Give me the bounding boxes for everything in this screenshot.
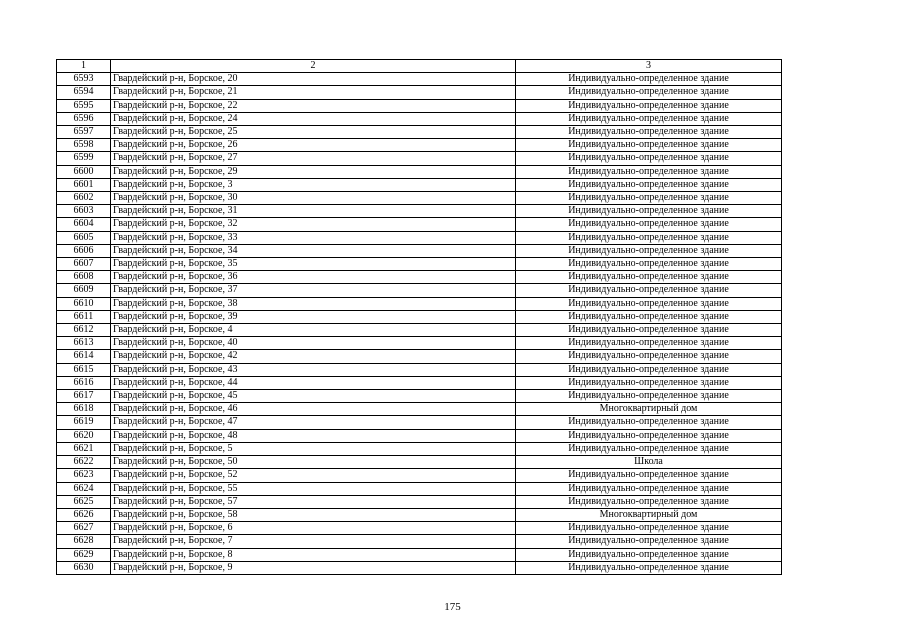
row-address: Гвардейский р-н, Борское, 26 [111, 139, 516, 152]
row-number: 6613 [57, 337, 111, 350]
table-row [57, 231, 782, 244]
row-number: 6624 [57, 482, 111, 495]
row-object-type: Индивидуально-определенное здание [516, 495, 782, 508]
row-number: 6598 [57, 139, 111, 152]
row-address: Гвардейский р-н, Борское, 47 [111, 416, 516, 429]
row-number: 6625 [57, 495, 111, 508]
row-number: 6602 [57, 192, 111, 205]
row-number: 6619 [57, 416, 111, 429]
table-row [57, 337, 782, 350]
row-number: 6593 [57, 73, 111, 86]
row-number: 6620 [57, 429, 111, 442]
row-object-type: Индивидуально-определенное здание [516, 310, 782, 323]
table-row [57, 192, 782, 205]
table-row [57, 258, 782, 271]
row-object-type: Индивидуально-определенное здание [516, 152, 782, 165]
row-address: Гвардейский р-н, Борское, 46 [111, 403, 516, 416]
row-object-type: Индивидуально-определенное здание [516, 376, 782, 389]
row-address: Гвардейский р-н, Борское, 48 [111, 429, 516, 442]
row-address: Гвардейский р-н, Борское, 31 [111, 205, 516, 218]
row-object-type: Индивидуально-определенное здание [516, 337, 782, 350]
table-row [57, 456, 782, 469]
row-number: 6607 [57, 258, 111, 271]
row-number: 6615 [57, 363, 111, 376]
row-number: 6597 [57, 126, 111, 139]
row-number: 6596 [57, 112, 111, 125]
table-row [57, 218, 782, 231]
row-number: 6605 [57, 231, 111, 244]
table-row [57, 112, 782, 125]
row-number: 6609 [57, 284, 111, 297]
table-row [57, 99, 782, 112]
row-address: Гвардейский р-н, Борское, 57 [111, 495, 516, 508]
table-row [57, 73, 782, 86]
row-address: Гвардейский р-н, Борское, 38 [111, 297, 516, 310]
row-object-type: Индивидуально-определенное здание [516, 482, 782, 495]
row-object-type: Индивидуально-определенное здание [516, 126, 782, 139]
table-row [57, 482, 782, 495]
row-object-type: Индивидуально-определенное здание [516, 178, 782, 191]
row-address: Гвардейский р-н, Борское, 9 [111, 561, 516, 574]
row-address: Гвардейский р-н, Борское, 29 [111, 165, 516, 178]
row-object-type: Индивидуально-определенное здание [516, 522, 782, 535]
table-row [57, 522, 782, 535]
row-address: Гвардейский р-н, Борское, 32 [111, 218, 516, 231]
row-number: 6622 [57, 456, 111, 469]
row-object-type: Индивидуально-определенное здание [516, 324, 782, 337]
row-address: Гвардейский р-н, Борское, 5 [111, 442, 516, 455]
table-row [57, 416, 782, 429]
table-row [57, 284, 782, 297]
table-row [57, 165, 782, 178]
row-object-type: Индивидуально-определенное здание [516, 350, 782, 363]
row-number: 6610 [57, 297, 111, 310]
row-number: 6612 [57, 324, 111, 337]
row-number: 6628 [57, 535, 111, 548]
table-row [57, 324, 782, 337]
table-row [57, 429, 782, 442]
row-object-type: Индивидуально-определенное здание [516, 271, 782, 284]
row-address: Гвардейский р-н, Борское, 58 [111, 508, 516, 521]
table-row [57, 508, 782, 521]
row-address: Гвардейский р-н, Борское, 39 [111, 310, 516, 323]
row-number: 6629 [57, 548, 111, 561]
table-row [57, 205, 782, 218]
row-number: 6599 [57, 152, 111, 165]
table-row [57, 442, 782, 455]
row-number: 6611 [57, 310, 111, 323]
table-body [57, 60, 782, 575]
table-row [57, 376, 782, 389]
table-row [57, 390, 782, 403]
row-address: Гвардейский р-н, Борское, 4 [111, 324, 516, 337]
table-row [57, 244, 782, 257]
table-row [57, 126, 782, 139]
row-number: 6606 [57, 244, 111, 257]
table-row [57, 403, 782, 416]
row-number: 6608 [57, 271, 111, 284]
row-address: Гвардейский р-н, Борское, 22 [111, 99, 516, 112]
row-number: 6604 [57, 218, 111, 231]
table-row [57, 363, 782, 376]
row-object-type: Индивидуально-определенное здание [516, 112, 782, 125]
row-address: Гвардейский р-н, Борское, 43 [111, 363, 516, 376]
row-address: Гвардейский р-н, Борское, 36 [111, 271, 516, 284]
row-address: Гвардейский р-н, Борское, 34 [111, 244, 516, 257]
row-object-type: Индивидуально-определенное здание [516, 139, 782, 152]
row-object-type: Индивидуально-определенное здание [516, 244, 782, 257]
row-object-type: Индивидуально-определенное здание [516, 429, 782, 442]
row-number: 6595 [57, 99, 111, 112]
row-object-type: Индивидуально-определенное здание [516, 284, 782, 297]
row-address: Гвардейский р-н, Борское, 44 [111, 376, 516, 389]
row-address: Гвардейский р-н, Борское, 50 [111, 456, 516, 469]
row-address: Гвардейский р-н, Борское, 45 [111, 390, 516, 403]
row-object-type: Индивидуально-определенное здание [516, 165, 782, 178]
row-object-type: Индивидуально-определенное здание [516, 390, 782, 403]
row-address: Гвардейский р-н, Борское, 25 [111, 126, 516, 139]
page-number: 175 [444, 601, 461, 613]
row-address: Гвардейский р-н, Борское, 20 [111, 73, 516, 86]
table-header-row [57, 60, 782, 73]
row-address: Гвардейский р-н, Борское, 37 [111, 284, 516, 297]
table-row [57, 178, 782, 191]
row-number: 6600 [57, 165, 111, 178]
row-object-type: Индивидуально-определенное здание [516, 218, 782, 231]
row-object-type: Индивидуально-определенное здание [516, 469, 782, 482]
row-object-type: Школа [516, 456, 782, 469]
row-object-type: Индивидуально-определенное здание [516, 548, 782, 561]
row-number: 6621 [57, 442, 111, 455]
table-row [57, 350, 782, 363]
row-object-type: Индивидуально-определенное здание [516, 205, 782, 218]
property-register-table [56, 59, 782, 575]
table-row [57, 310, 782, 323]
table-row [57, 548, 782, 561]
row-address: Гвардейский р-н, Борское, 8 [111, 548, 516, 561]
row-address: Гвардейский р-н, Борское, 40 [111, 337, 516, 350]
row-number: 6630 [57, 561, 111, 574]
table-row [57, 297, 782, 310]
row-address: Гвардейский р-н, Борское, 42 [111, 350, 516, 363]
row-address: Гвардейский р-н, Борское, 6 [111, 522, 516, 535]
row-object-type: Индивидуально-определенное здание [516, 561, 782, 574]
row-number: 6614 [57, 350, 111, 363]
row-number: 6616 [57, 376, 111, 389]
row-number: 6601 [57, 178, 111, 191]
row-address: Гвардейский р-н, Борское, 55 [111, 482, 516, 495]
row-number: 6618 [57, 403, 111, 416]
column-header-2: 2 [111, 60, 516, 73]
table-row [57, 152, 782, 165]
table-row [57, 495, 782, 508]
row-number: 6617 [57, 390, 111, 403]
row-address: Гвардейский р-н, Борское, 7 [111, 535, 516, 548]
row-address: Гвардейский р-н, Борское, 35 [111, 258, 516, 271]
table-row [57, 271, 782, 284]
row-number: 6603 [57, 205, 111, 218]
table-row [57, 469, 782, 482]
row-number: 6594 [57, 86, 111, 99]
row-number: 6623 [57, 469, 111, 482]
column-header-1: 1 [57, 60, 111, 73]
row-address: Гвардейский р-н, Борское, 52 [111, 469, 516, 482]
row-address: Гвардейский р-н, Борское, 33 [111, 231, 516, 244]
row-address: Гвардейский р-н, Борское, 3 [111, 178, 516, 191]
row-object-type: Индивидуально-определенное здание [516, 535, 782, 548]
row-address: Гвардейский р-н, Борское, 27 [111, 152, 516, 165]
row-object-type: Индивидуально-определенное здание [516, 231, 782, 244]
row-object-type: Индивидуально-определенное здание [516, 416, 782, 429]
row-number: 6626 [57, 508, 111, 521]
row-address: Гвардейский р-н, Борское, 30 [111, 192, 516, 205]
table-row [57, 139, 782, 152]
row-object-type: Индивидуально-определенное здание [516, 73, 782, 86]
row-object-type: Индивидуально-определенное здание [516, 99, 782, 112]
row-object-type: Индивидуально-определенное здание [516, 297, 782, 310]
column-header-3: 3 [516, 60, 782, 73]
table-row [57, 561, 782, 574]
table-row [57, 86, 782, 99]
row-object-type: Индивидуально-определенное здание [516, 442, 782, 455]
row-number: 6627 [57, 522, 111, 535]
row-address: Гвардейский р-н, Борское, 21 [111, 86, 516, 99]
row-object-type: Индивидуально-определенное здание [516, 86, 782, 99]
row-object-type: Индивидуально-определенное здание [516, 258, 782, 271]
row-object-type: Многоквартирный дом [516, 508, 782, 521]
row-address: Гвардейский р-н, Борское, 24 [111, 112, 516, 125]
row-object-type: Индивидуально-определенное здание [516, 363, 782, 376]
table-row [57, 535, 782, 548]
row-object-type: Многоквартирный дом [516, 403, 782, 416]
row-object-type: Индивидуально-определенное здание [516, 192, 782, 205]
